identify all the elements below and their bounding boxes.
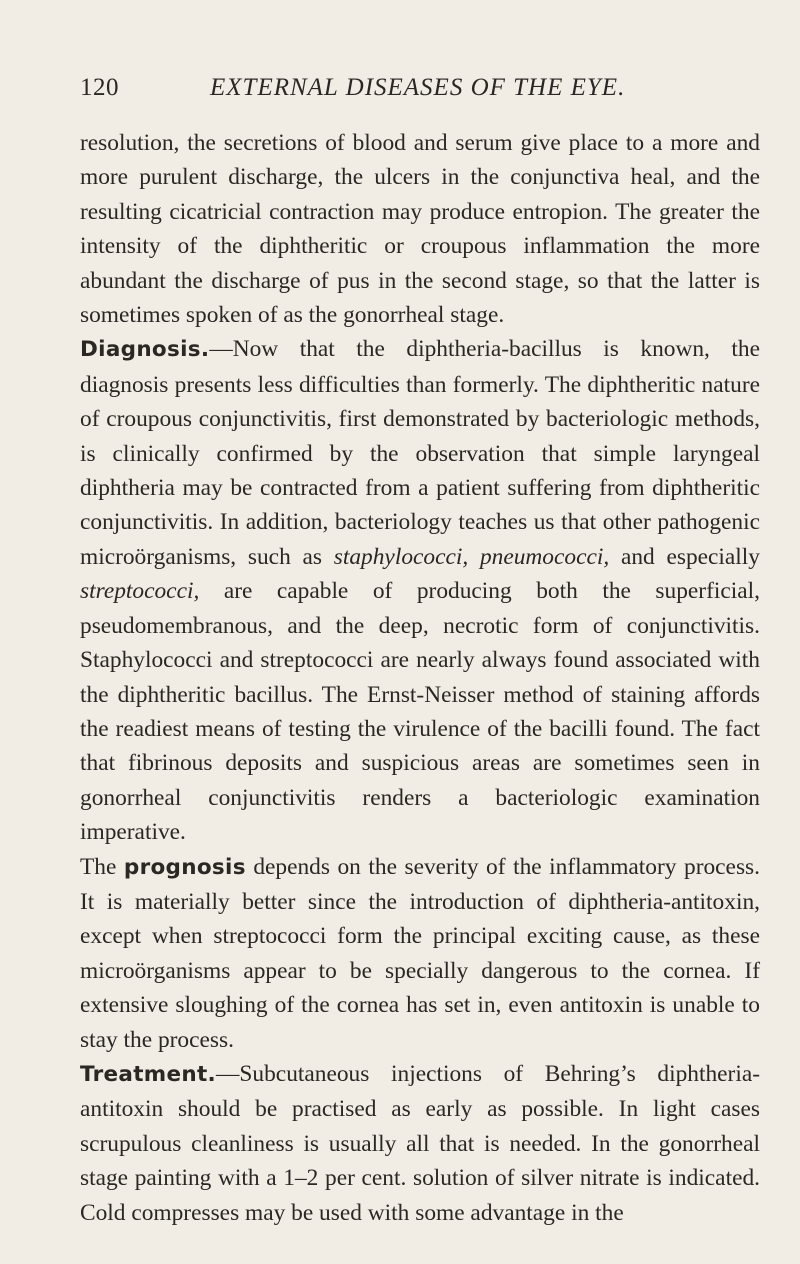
treatment-text: —Subcutaneous injections of Behring’s diphtheria-antitoxin should be practised as early as possible. In light cases scrupulous cleanliness is usually all that is needed. In the gonorrheal stage painting with a 1–2 per cent. solution of silver nitrate is indicated. Cold compresses may be used with some advantage in the	[80, 1060, 760, 1226]
diagnosis-text-2: and especially	[609, 543, 760, 570]
diagnosis-text-1: —Now that the diphtheria-bacillus is known, the diagnosis presents less difficulties than formerly. The diphtheritic nature of croupous conjunctivitis, first demonstrated by bacteriologic methods, is clinically confirmed by the observation that simple laryngeal diphtheria may be contracted from a patient suffering from diphtheritic conjunctivitis. In addition, bacteriology teaches us that other pathogenic microörganisms, such as	[80, 336, 760, 570]
paragraph-resolution: resolution, the secretions of blood and serum give place to a more and more purulent discharge, the ulcers in the conjunctiva heal, and the resulting cicatricial contraction may produce entropion. The greater the intensity of the diphtheritic or croupous inflammation the more abundant the discharge of pus in the second stage, so that the latter is sometimes spoken of as the gonorrheal stage.	[80, 130, 760, 329]
prognosis-text: depends on the severity of the inflammatory process. It is materially better since the introduction of diphtheria-antitoxin, except when streptococci form the principal exciting cause, as these microörganisms appear to be specially dangerous to the cornea. If extensive sloughing of the cornea has set in, even antitoxin is unable to stay the process.	[80, 853, 760, 1053]
prognosis-heading: prognosis	[123, 854, 246, 880]
paragraph-prognosis	[80, 850, 760, 1057]
body-text	[80, 126, 760, 1230]
organism-names-italic: staphylococci, pneumococci,	[333, 543, 610, 570]
page-number: 120	[80, 74, 119, 101]
paragraph-treatment	[80, 1057, 760, 1230]
prognosis-lead: The	[80, 853, 124, 880]
paragraph-diagnosis	[80, 332, 760, 849]
treatment-heading: Treatment.	[80, 1061, 217, 1087]
diagnosis-heading: Diagnosis.	[80, 337, 210, 363]
diagnosis-text-3: are capable of producing both the superficial, pseudomembranous, and the deep, necrotic form of conjunctivitis. Staphylococci and streptococci are nearly always found associated with the diphtheritic bacillus. The Ernst-Neisser method of staining affords the readiest means of testing the virulence of the bacilli found. The fact that fibrinous deposits and suspicious areas are sometimes seen in gonorrheal conjunctivitis renders a bacteriologic examination imperative.	[80, 578, 760, 846]
streptococci-italic: streptococci,	[80, 578, 200, 605]
running-title: EXTERNAL DISEASES OF THE EYE.	[210, 74, 626, 101]
running-head	[80, 74, 760, 110]
